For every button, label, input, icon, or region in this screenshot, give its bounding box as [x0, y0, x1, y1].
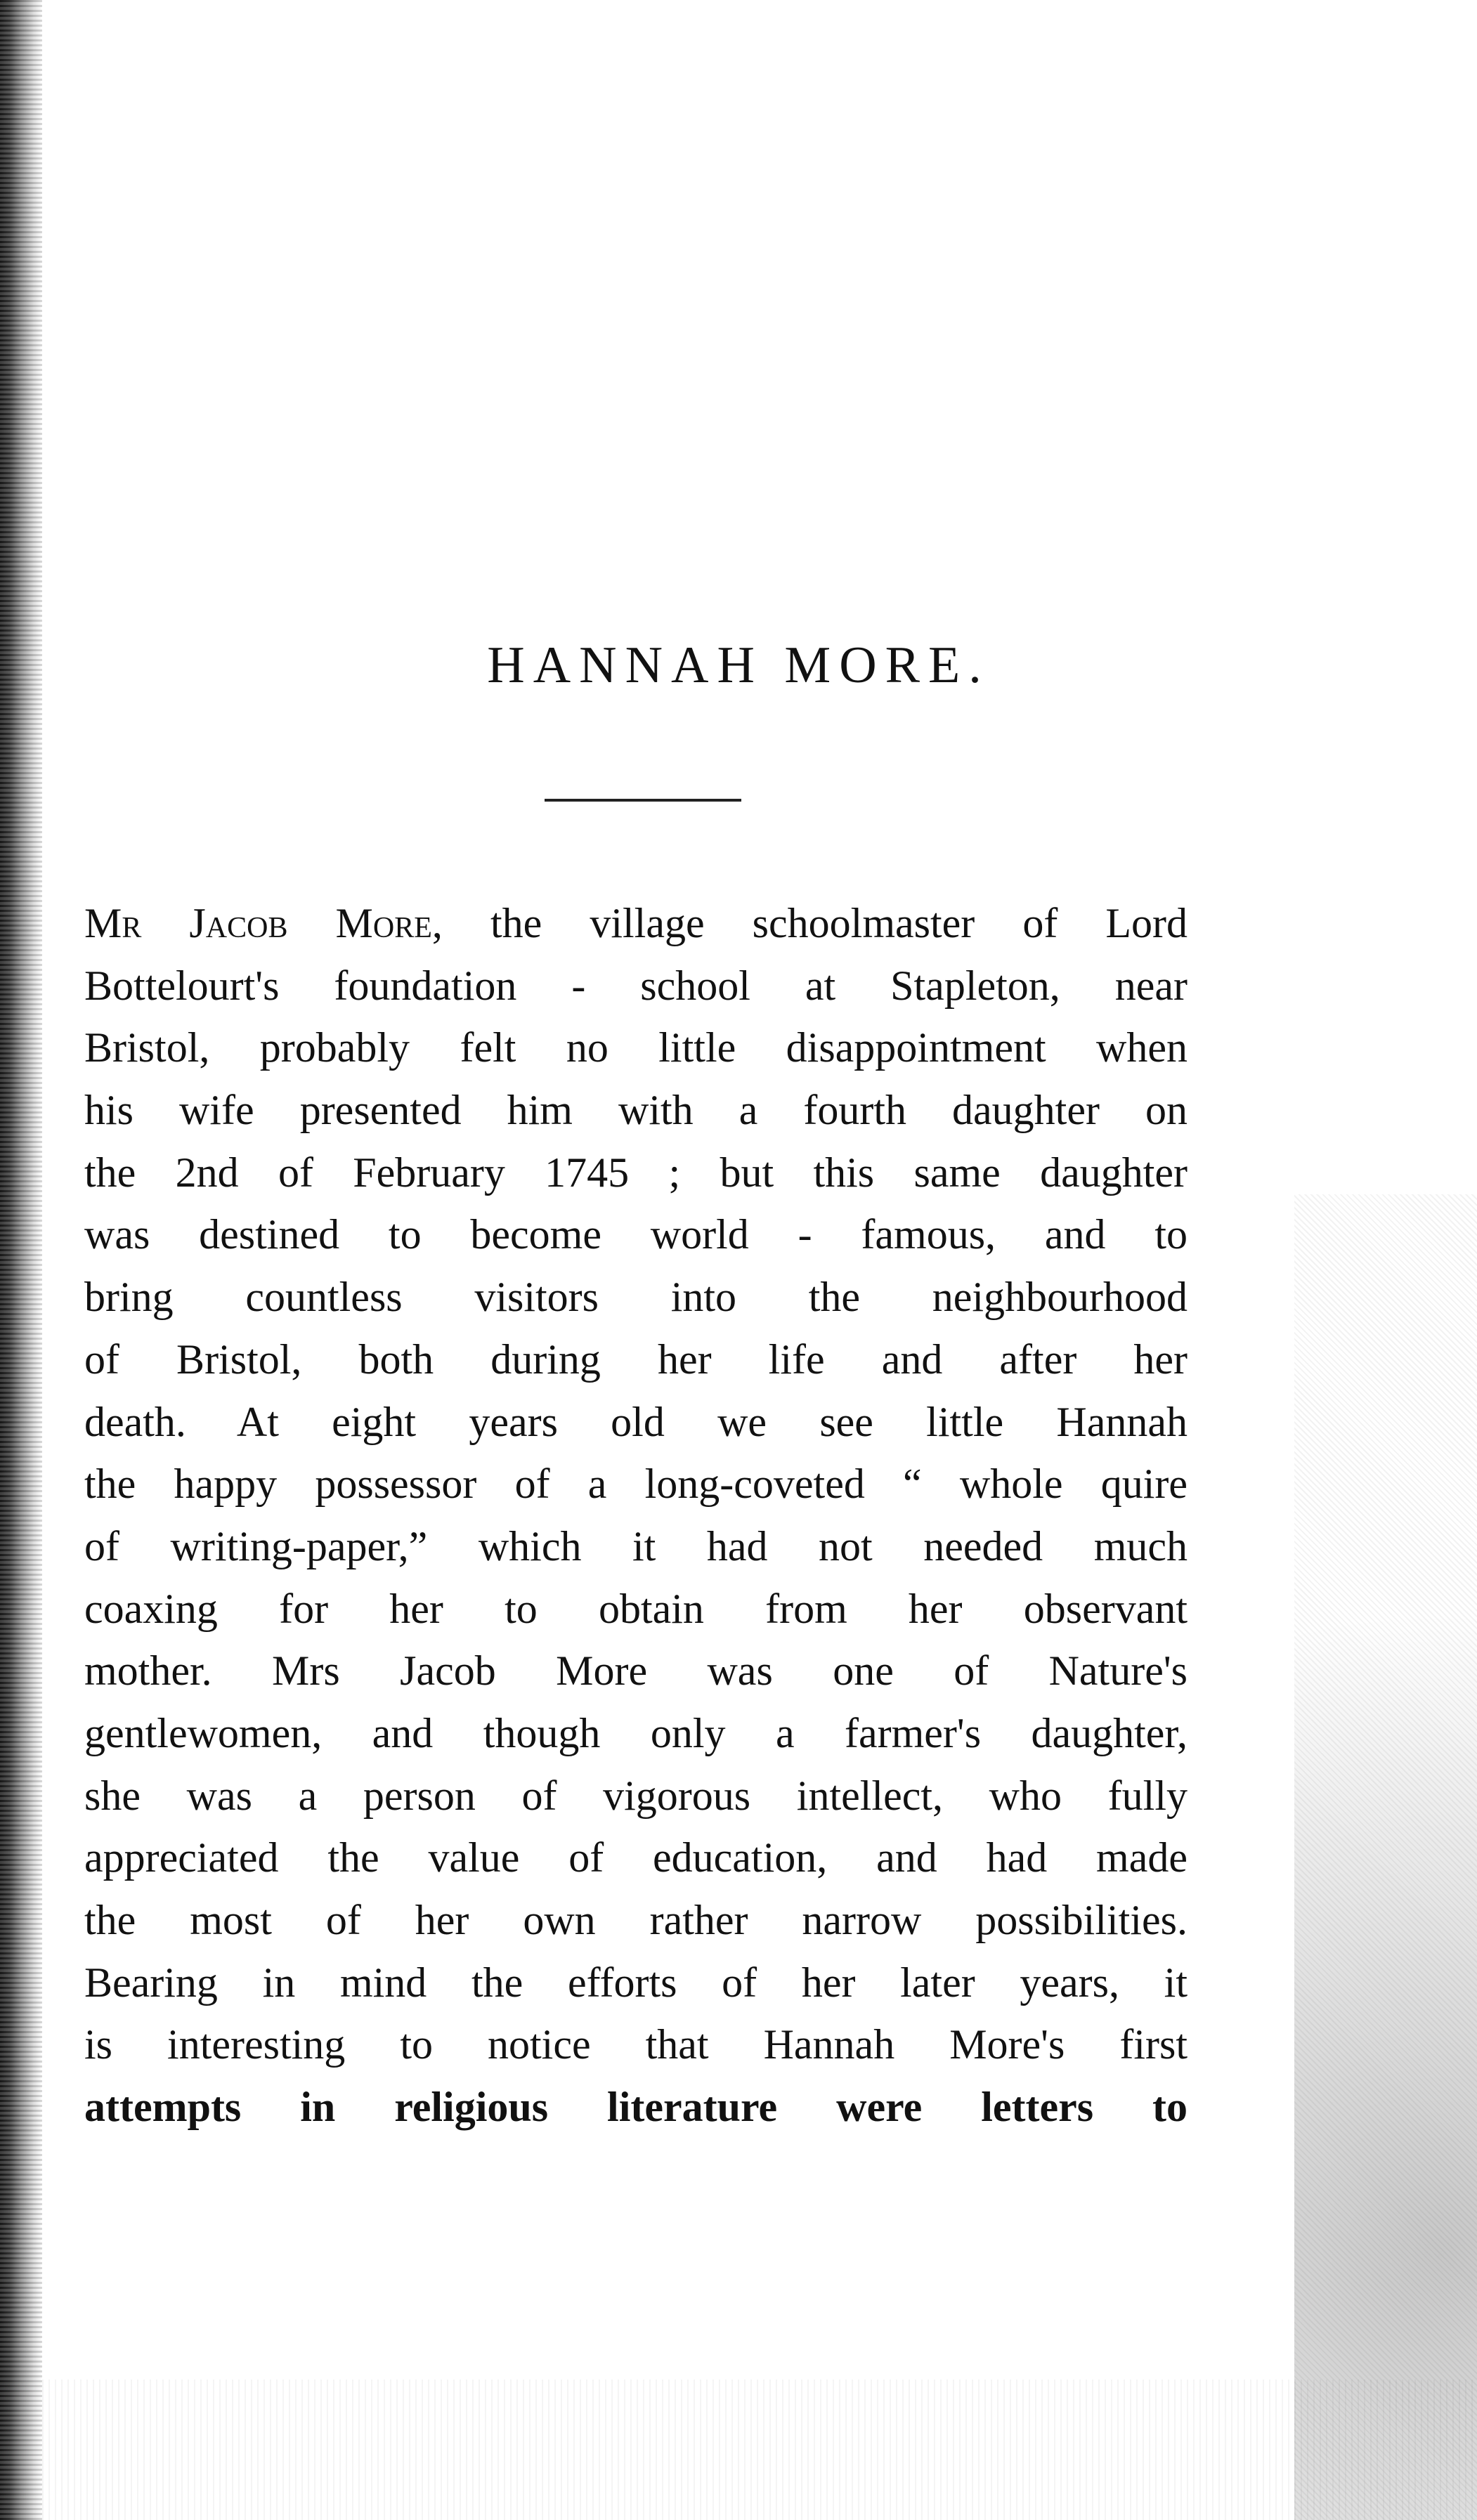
text-line: she was a person of vigorous intellect, who fully: [84, 1772, 1188, 1819]
text-line: death. At eight years old we see little Hannah: [84, 1398, 1188, 1445]
text-line: the 2nd of February 1745 ; but this same daughter: [84, 1149, 1188, 1196]
body-paragraph: [84, 892, 1188, 2139]
text-line: bring countless visitors into the neighbourhood: [84, 1274, 1188, 1321]
text-line: Bearing in mind the efforts of her later years, it: [84, 1959, 1188, 2006]
text-line: gentlewomen, and though only a farmer's daughter,: [84, 1709, 1188, 1756]
binding-edge: [0, 0, 42, 2520]
text-line: Bristol, probably felt no little disappointment when: [84, 1024, 1188, 1071]
text-line: is interesting to notice that Hannah More's first: [84, 2021, 1188, 2068]
text-line: the most of her own rather narrow possibilities.: [84, 1897, 1188, 1943]
text-line: of Bristol, both during her life and after her: [84, 1336, 1188, 1383]
text-line: of writing-paper,” which it had not needed much: [84, 1522, 1188, 1569]
title-divider: [545, 799, 741, 802]
text-line: [84, 892, 1188, 955]
text-line: his wife presented him with a fourth daughter on: [84, 1087, 1188, 1134]
text-line: appreciated the value of education, and had made: [84, 1834, 1188, 1881]
text-line: the happy possessor of a long-coveted “ whole quire: [84, 1461, 1188, 1508]
text-line: was destined to become world - famous, and to: [84, 1211, 1188, 1258]
text-line: Bottelourt's foundation - school at Stapleton, near: [84, 962, 1188, 1009]
scan-noise-bottom: [42, 2379, 1477, 2520]
text-line: coaxing for her to obtain from her observant: [84, 1585, 1188, 1632]
text-line: mother. Mrs Jacob More was one of Nature's: [84, 1647, 1188, 1695]
scan-noise: [1294, 1194, 1477, 2520]
line-text: , the village schoolmaster of Lord: [431, 900, 1188, 946]
name-small-caps: Mr Jacob More: [84, 900, 432, 946]
chapter-title: HANNAH MORE.: [487, 636, 990, 694]
text-line: attempts in religious literature were letters to: [84, 2084, 1188, 2131]
